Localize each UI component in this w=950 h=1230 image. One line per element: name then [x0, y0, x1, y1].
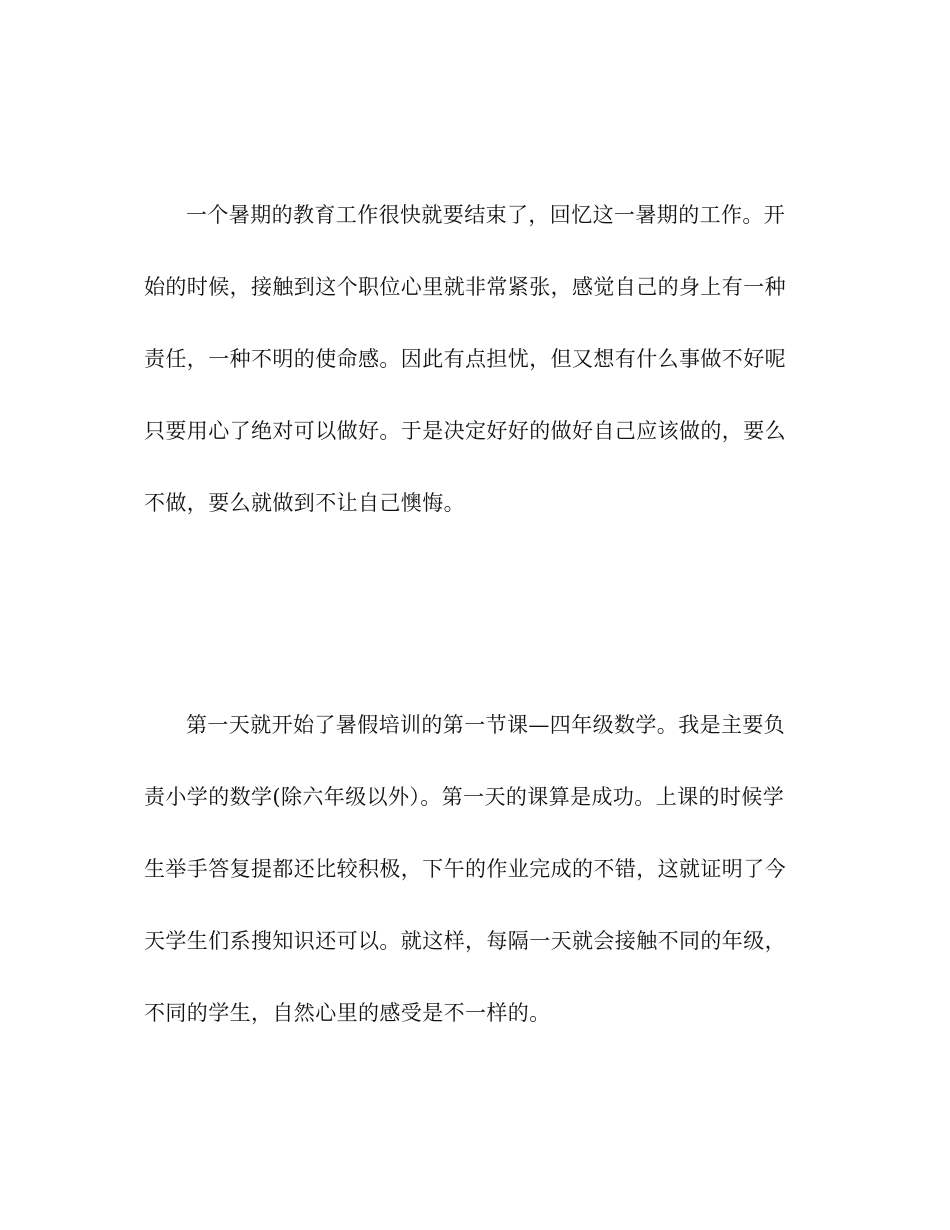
paragraph-line: 第一天就开始了暑假培训的第一节课—四年级数学。我是主要负 — [186, 713, 786, 737]
paragraph-line: 不同的学生，自然心里的感受是不一样的。 — [144, 1001, 551, 1025]
paragraph-line: 生举手答复提都还比较积极，下午的作业完成的不错，这就证明了今 — [144, 857, 786, 881]
paragraph-line: 不做，要么就做到不让自己懊悔。 — [144, 491, 465, 515]
paragraph-line: 一个暑期的教育工作很快就要结束了，回忆这一暑期的工作。开 — [186, 203, 786, 227]
paragraph-line: 责任，一种不明的使命感。因此有点担忧，但又想有什么事做不好呢 — [144, 347, 786, 371]
paragraph-line: 只要用心了绝对可以做好。于是决定好好的做好自己应该做的，要么 — [144, 419, 786, 443]
paragraph-line: 责小学的数学(除六年级以外）。第一天的课算是成功。上课的时候学 — [144, 785, 785, 809]
paragraph-line: 始的时候，接触到这个职位心里就非常紧张，感觉自己的身上有一种 — [144, 275, 786, 299]
paragraph-line: 天学生们系搜知识还可以。就这样，每隔一天就会接触不同的年级， — [144, 929, 786, 953]
